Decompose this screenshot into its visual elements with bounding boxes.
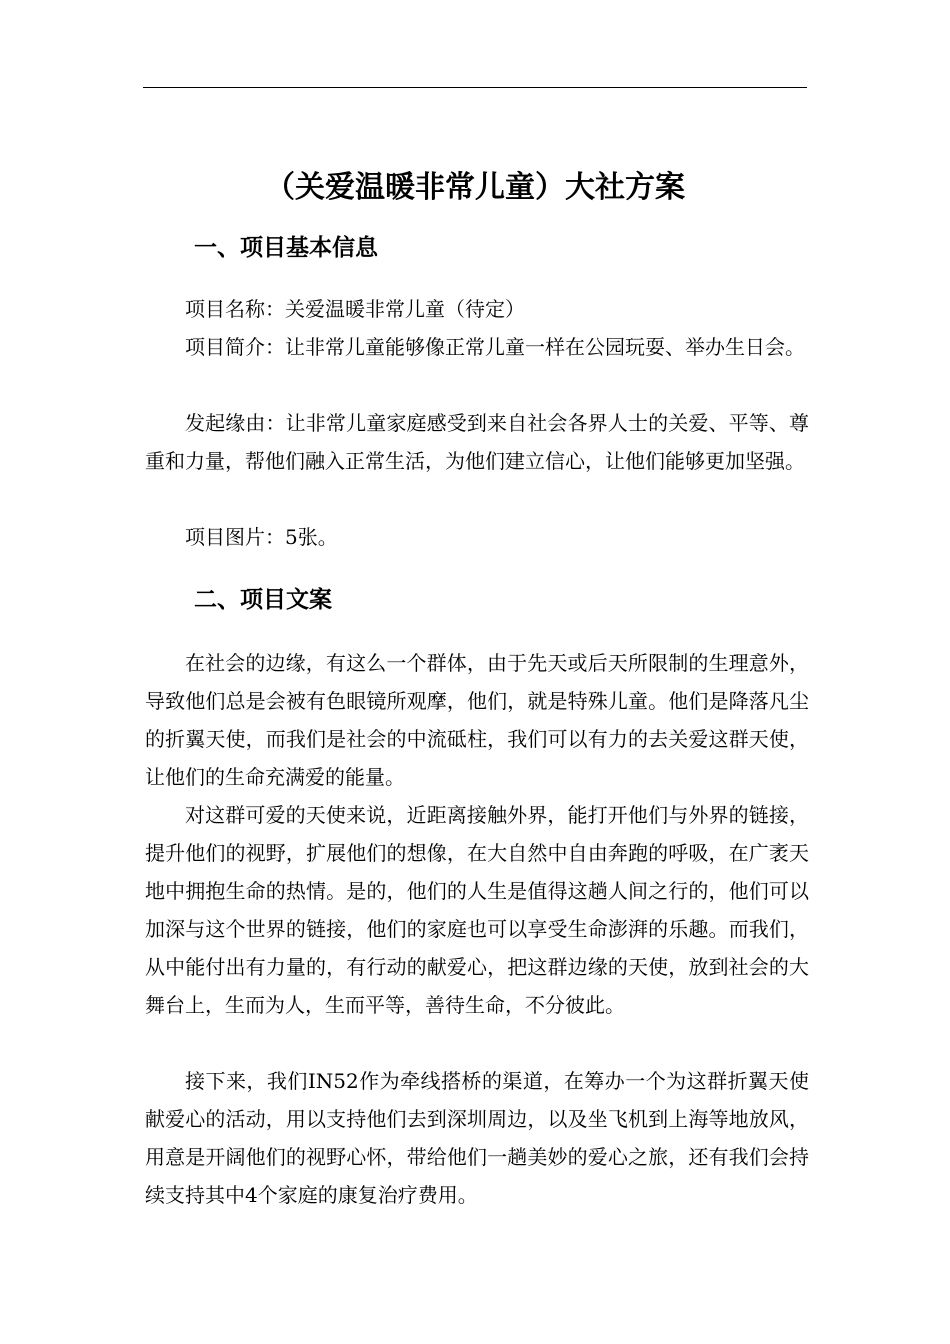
paragraph-project-summary: 项目简介：让非常儿童能够像正常儿童一样在公园玩耍、举办生日会。 [185,335,805,359]
paragraph-copy-1: 在社会的边缘，有这么一个群体，由于先天或后天所限制的生理意外，导致他们总是会被有色眼镜所观摩，他们，就是特殊儿童。他们是降落凡尘的折翼天使，而我们是社会的中流砥柱，我们可以有力的去关爱这群天使，让他们的生命充满爱的能量。 [145,651,809,789]
paragraph-project-origin: 发起缘由：让非常儿童家庭感受到来自社会各界人士的关爱、平等、尊重和力量，帮他们融入正常生活，为他们建立信心，让他们能够更加坚强。 [145,411,809,473]
paragraph-project-images: 项目图片：5张。 [185,525,338,549]
section-heading-basic-info: 一、项目基本信息 [194,235,378,261]
paragraph-copy-2: 对这群可爱的天使来说，近距离接触外界，能打开他们与外界的链接，提升他们的视野，扩展他们的想像，在大自然中自由奔跑的呼吸，在广袤天地中拥抱生命的热情。是的，他们的人生是值得这趟人间之行的，他们可以加深与这个世界的链接，他们的家庭也可以享受生命澎湃的乐趣。而我们，从中能付出有力量的，有行动的献爱心，把这群边缘的天使，放到社会的大舞台上，生而为人，生而平等，善待生命，不分彼此。 [145,803,809,1017]
paragraph-project-name: 项目名称：关爱温暖非常儿童（待定） [185,297,525,321]
paragraph-copy-3: 接下来，我们IN52作为牵线搭桥的渠道，在筹办一个为这群折翼天使献爱心的活动，用以支持他们去到深圳周边，以及坐飞机到上海等地放风，用意是开阔他们的视野心怀，带给他们一趟美妙的爱心之旅，还有我们会持续支持其中4个家庭的康复治疗费用。 [145,1069,809,1207]
document-title: （关爱温暖非常儿童）大社方案 [265,170,685,205]
section-heading-copywriting: 二、项目文案 [194,587,332,613]
header-rule [143,87,807,88]
